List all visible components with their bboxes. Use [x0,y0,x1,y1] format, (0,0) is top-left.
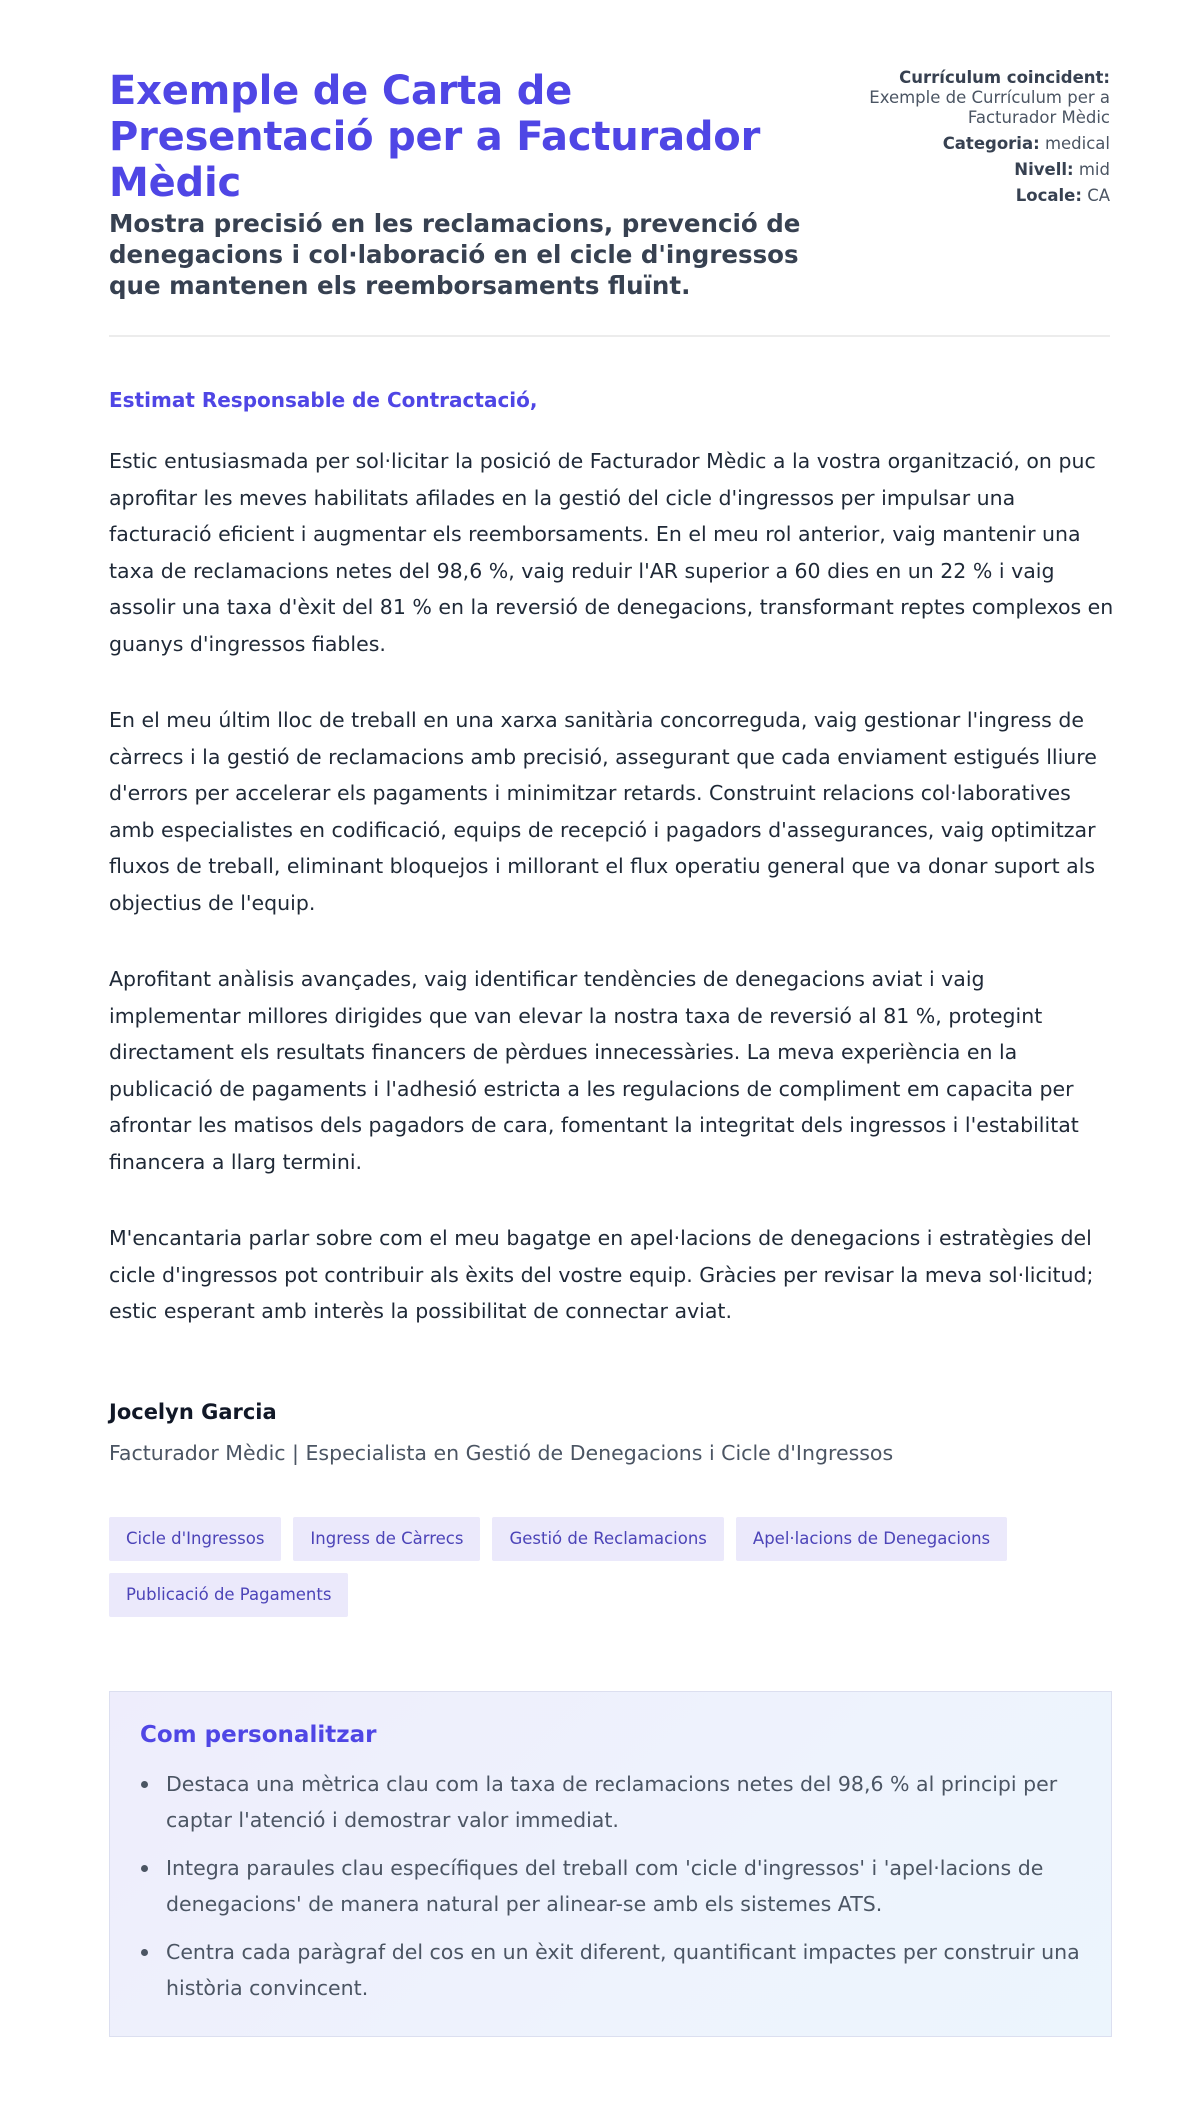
tip-text: Destaca una mètrica clau com la taxa de reclamacions netes del 98,6 % al principi per captar l'atenció i demostrar valor immediat. [166,1771,1058,1832]
skill-tags [109,1517,1114,1617]
tag-ingress-carrecs: Ingress de Càrrecs [293,1517,480,1561]
tip-text: Integra paraules clau específiques del treball com 'cicle d'ingressos' i 'apel·lacions de denegacions' de manera natural per alinear-se amb els sistemes ATS. [166,1855,1044,1916]
letter-paragraph-1: Estic entusiasmada per sol·licitar la posició de Facturador Mèdic a la vostra organització, on puc aprofitar les meves habilitats afilades en la gestió del cicle d'ingressos per impulsar una facturació eficient i augmentar els reemborsaments. En el meu rol anterior, vaig mantenir una taxa de reclamacions netes del 98,6 %, vaig reduir l'AR superior a 60 dies en un 22 % i vaig assolir una taxa d'èxit del 81 % en la reversió de denegacions, transformant reptes complexos en guanys d'ingressos fiables. [109,449,1114,656]
letter-body [109,387,1114,1330]
signature-title: Facturador Mèdic | Especialista en Gestió de Denegacions i Cicle d'Ingressos [109,1440,894,1465]
meta-resume [850,68,1110,128]
signature-block [109,1398,1110,1467]
tag-apellacions-denegacions: Apel·lacions de Denegacions [736,1517,1007,1561]
page-subtitle: Mostra precisió en les reclamacions, prevenció de denegacions i col·laboració en el cicle d'ingressos que mantenen els reemborsaments fluïnt. [109,209,801,300]
meta-level [850,160,1110,180]
meta-category-label: Categoria: [942,134,1040,153]
meta-locale-label: Locale: [1015,186,1082,205]
customization-tips-box [109,1691,1112,2037]
tag-cicle-ingressos: Cicle d'Ingressos [109,1517,281,1561]
tip-item [140,1850,1081,1922]
letter-paragraph-2: En el meu últim lloc de treball en una xarxa sanitària concorreguda, vaig gestionar l'ingress de càrrecs i la gestió de reclamacions amb precisió, assegurant que cada enviament estigués lliure d'errors per accelerar els pagaments i minimitzar retards. Construint relacions col·laboratives amb especialistes en codificació, equips de recepció i pagadors d'assegurances, vaig optimitzar fluxos de treball, eliminant bloquejos i millorant el flux operatiu general que va donar suport als objectius de l'equip. [109,708,1097,915]
bullet-icon [141,1781,148,1788]
tips-title: Com personalitzar [140,1721,377,1748]
meta-level-value: mid [1078,160,1110,179]
signature-name: Jocelyn Garcia [109,1399,277,1424]
bullet-icon [141,1865,148,1872]
meta-resume-label: Currículum coincident: [899,68,1110,87]
tip-item [140,1766,1081,1838]
bullet-icon [141,1949,148,1956]
tip-item [140,1934,1081,2006]
page-title: Exemple de Carta de Presentació per a Facturador Mèdic [109,68,761,206]
header-titles [109,68,849,301]
meta-panel [850,68,1110,212]
meta-category [850,134,1110,154]
page-header [109,68,1110,337]
salutation: Estimat Responsable de Contractació, [109,388,538,412]
tip-text: Centra cada paràgraf del cos en un èxit diferent, quantificant impactes per construir una història convincent. [166,1939,1080,2000]
tips-list [140,1766,1081,2006]
letter-paragraph-3: Aprofitant anàlisis avançades, vaig identificar tendències de denegacions aviat i vaig implementar millores dirigides que van elevar la nostra taxa de reversió al 81 %, protegint directament els resultats financers de pèrdues innecessàries. La meva experiència en la publicació de pagaments i l'adhesió estricta a les regulacions de compliment em capacita per afrontar les matisos dels pagadors de cara, fomentant la integritat dels ingressos i l'estabilitat financera a llarg termini. [109,967,1079,1174]
meta-category-value: medical [1044,134,1110,153]
meta-resume-value: Exemple de Currículum per a Facturador Mèdic [869,88,1110,127]
meta-locale-value: CA [1087,186,1110,205]
meta-locale [850,186,1110,206]
letter-paragraph-4: M'encantaria parlar sobre com el meu bagatge en apel·lacions de denegacions i estratègies del cicle d'ingressos pot contribuir als èxits del vostre equip. Gràcies per revisar la meva sol·licitud; estic esperant amb interès la possibilitat de connectar aviat. [109,1226,1094,1323]
tag-publicacio-pagaments: Publicació de Pagaments [109,1573,348,1617]
tag-gestio-reclamacions: Gestió de Reclamacions [492,1517,723,1561]
meta-level-label: Nivell: [1014,160,1074,179]
